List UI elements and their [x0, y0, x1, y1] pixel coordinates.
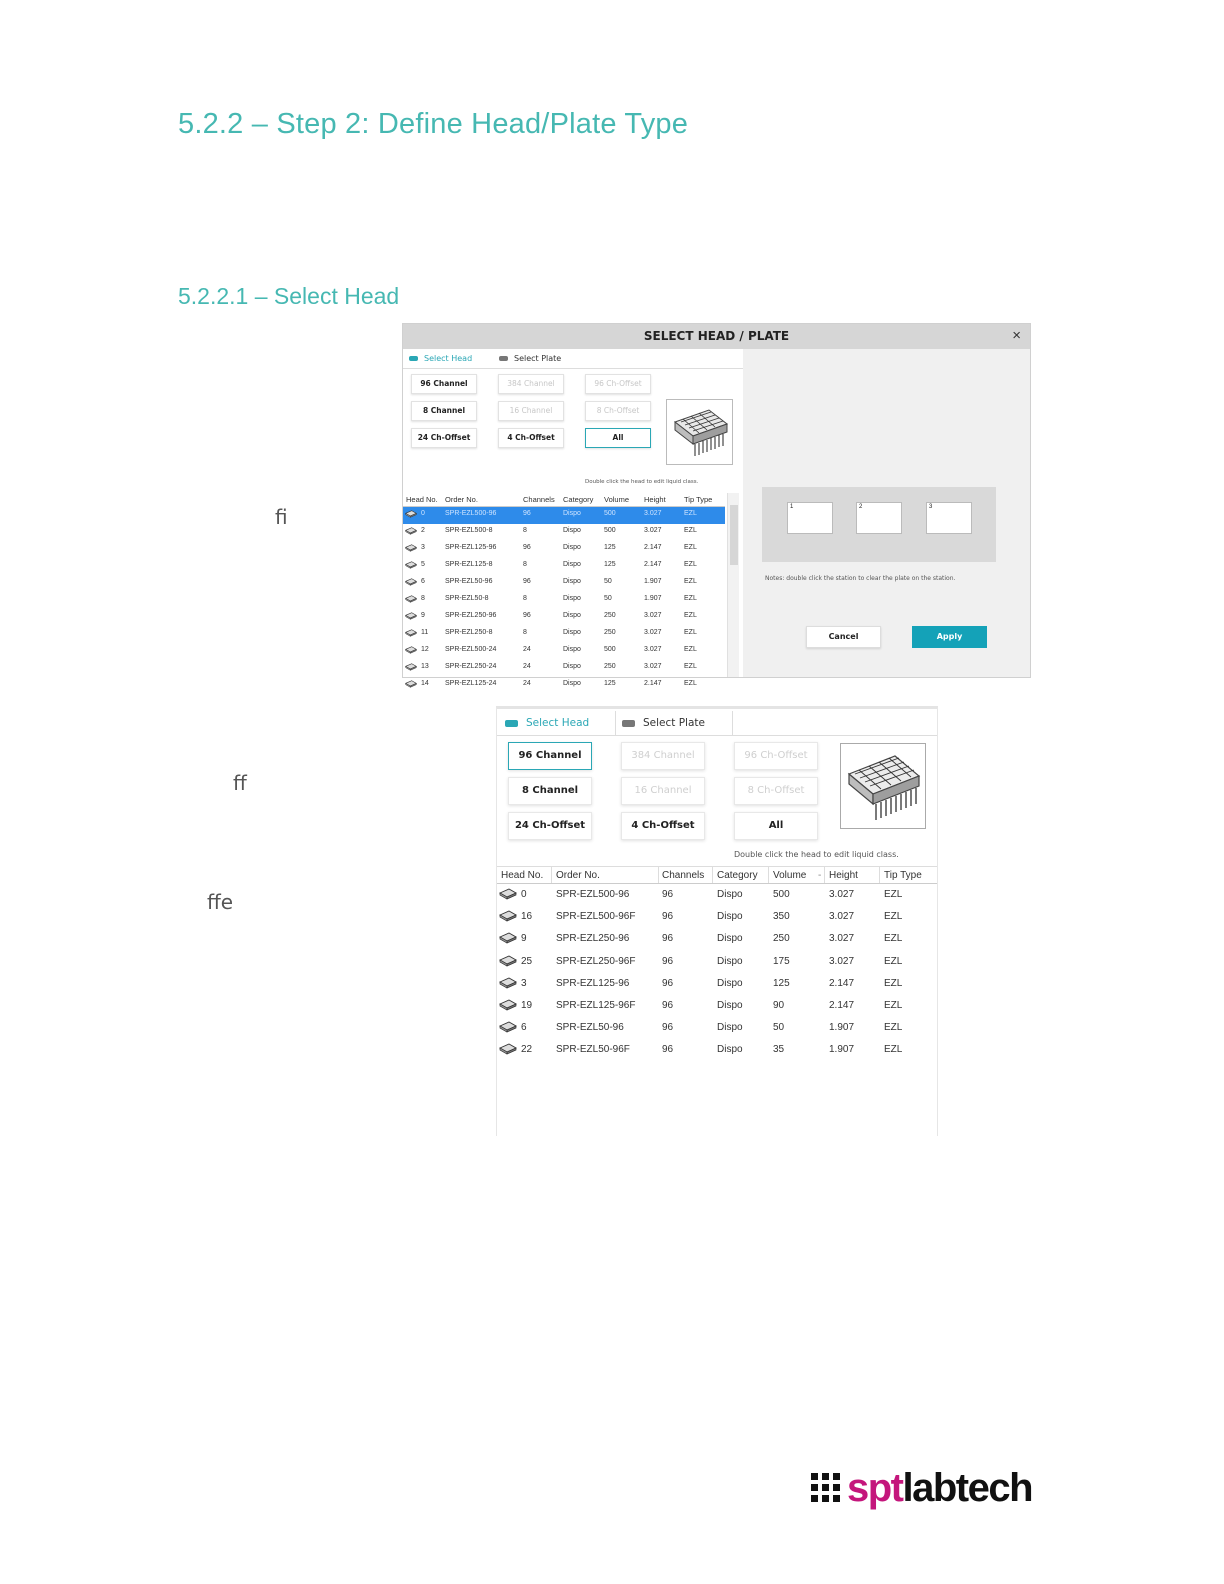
table-cell: 2.147 — [829, 977, 855, 989]
column-divider — [712, 867, 713, 883]
table-cell: SPR-EZL250-8 — [445, 629, 493, 636]
filter-96-ch-offset-button[interactable]: 96 Ch-Offset — [734, 742, 818, 770]
col-category[interactable]: Category — [563, 495, 594, 504]
table-cell: EZL — [884, 889, 903, 900]
head-table — [403, 493, 725, 694]
table-cell: 3.027 — [644, 646, 662, 653]
table-cell: 500 — [773, 889, 790, 900]
table-row[interactable] — [497, 884, 937, 906]
tab-select-plate-label: Select Plate — [643, 717, 705, 729]
table-cell: 3.027 — [644, 663, 662, 670]
station-notes: Notes: double click the station to clear the plate on the station. — [765, 575, 956, 582]
head-icon — [499, 1043, 517, 1055]
column-divider — [824, 867, 825, 883]
station-2[interactable] — [856, 502, 902, 534]
head-icon — [499, 955, 517, 967]
table-cell: 3 — [521, 977, 527, 989]
table-cell: 250 — [604, 629, 616, 636]
edit-liquid-class-hint: Double click the head to edit liquid class. — [585, 479, 699, 485]
table-cell: 500 — [604, 646, 616, 653]
column-divider — [658, 867, 659, 883]
table-cell: 3 — [421, 544, 425, 551]
table-cell: SPR-EZL250-96 — [556, 933, 630, 945]
table-cell: 16 — [521, 911, 533, 923]
station-label: 1 — [790, 504, 794, 510]
table-cell: 175 — [773, 955, 790, 967]
filter-384-channel-button[interactable]: 384 Channel — [621, 742, 705, 770]
table-cell: Dispo — [563, 544, 581, 551]
table-cell: 50 — [604, 578, 612, 585]
table-cell: SPR-EZL250-24 — [445, 663, 497, 670]
table-row[interactable] — [403, 660, 725, 677]
table-cell: Dispo — [717, 977, 743, 989]
col-category[interactable]: Category — [717, 870, 758, 881]
table-cell: 24 — [523, 663, 531, 670]
head-icon — [405, 578, 417, 586]
table-cell: 3.027 — [829, 889, 855, 900]
column-divider — [768, 867, 769, 883]
table-cell: 1.907 — [829, 1044, 855, 1056]
stray-text-1: fi — [275, 505, 288, 529]
filter-24-ch-offset-button[interactable]: 24 Ch-Offset — [411, 428, 477, 448]
logo-part-spt: spt — [847, 1466, 903, 1510]
table-cell: 19 — [521, 999, 533, 1011]
table-cell: 96 — [523, 578, 531, 585]
filter-96-ch-offset-button[interactable]: 96 Ch-Offset — [585, 374, 651, 394]
head-icon — [405, 663, 417, 671]
sort-indicator: - — [818, 870, 822, 881]
table-cell: 90 — [773, 999, 785, 1011]
table-cell: 125 — [604, 680, 616, 687]
table-cell: 96 — [523, 510, 531, 517]
table-cell: Dispo — [563, 561, 581, 568]
filter-all-button[interactable]: All — [585, 428, 651, 448]
table-cell: SPR-EZL50-96 — [556, 1022, 624, 1034]
table-cell: 125 — [604, 544, 616, 551]
table-cell: SPR-EZL250-96 — [445, 612, 497, 619]
table-header — [497, 866, 937, 884]
table-row[interactable] — [403, 626, 725, 643]
table-cell: 96 — [662, 977, 674, 989]
table-cell: 0 — [421, 510, 425, 517]
table-cell: 12 — [421, 646, 429, 653]
table-row[interactable] — [497, 995, 937, 1017]
col-head-no[interactable]: Head No. — [501, 870, 544, 881]
table-row[interactable] — [403, 592, 725, 609]
table-row[interactable] — [403, 558, 725, 575]
table-cell: 6 — [421, 578, 425, 585]
table-cell: 14 — [421, 680, 429, 687]
table-cell: 96 — [662, 999, 674, 1011]
table-cell: Dispo — [563, 646, 581, 653]
head-table — [497, 866, 937, 1062]
head-icon — [499, 910, 517, 922]
table-row[interactable] — [403, 643, 725, 660]
filter-24-ch-offset-button[interactable]: 24 Ch-Offset — [508, 812, 592, 840]
col-height[interactable]: Height — [644, 495, 666, 504]
table-cell: 3.027 — [644, 510, 662, 517]
table-cell: 25 — [521, 955, 533, 967]
tab-select-plate-label: Select Plate — [514, 354, 562, 363]
filter-96-channel-button[interactable]: 96 Channel — [411, 374, 477, 394]
filter-8-ch-offset-button[interactable]: 8 Ch-Offset — [734, 777, 818, 805]
table-cell: SPR-EZL500-96 — [556, 889, 630, 900]
column-divider — [551, 867, 552, 883]
tab-select-head-label: Select Head — [424, 354, 473, 363]
head-icon — [405, 680, 417, 688]
table-cell: Dispo — [563, 595, 581, 602]
table-cell: EZL — [884, 999, 903, 1011]
table-cell: EZL — [884, 955, 903, 967]
edit-liquid-class-hint: Double click the head to edit liquid class. — [734, 850, 899, 859]
panel-tabs — [497, 709, 937, 736]
table-cell: 2.147 — [644, 680, 662, 687]
table-row[interactable] — [403, 524, 725, 541]
table-cell: 96 — [523, 544, 531, 551]
table-cell: 5 — [421, 561, 425, 568]
table-cell: 50 — [604, 595, 612, 602]
tab-select-plate[interactable] — [615, 711, 733, 736]
col-volume[interactable]: Volume — [773, 870, 807, 881]
table-cell: Dispo — [563, 527, 581, 534]
filter-8-channel-button[interactable]: 8 Channel — [508, 777, 592, 805]
filter-4-ch-offset-button[interactable]: 4 Ch-Offset — [621, 812, 705, 840]
head-icon — [499, 932, 517, 944]
table-cell: SPR-EZL125-8 — [445, 561, 493, 568]
table-cell: Dispo — [563, 612, 581, 619]
tab-select-head[interactable] — [409, 354, 472, 363]
table-cell: EZL — [684, 578, 697, 585]
filter-96-channel-button[interactable]: 96 Channel — [508, 742, 592, 770]
table-cell: SPR-EZL125-96 — [556, 977, 630, 989]
table-cell: SPR-EZL500-24 — [445, 646, 497, 653]
dialog-left-pane — [403, 349, 743, 687]
table-cell: 24 — [523, 646, 531, 653]
dialog-tabs — [403, 349, 743, 369]
table-cell: 250 — [604, 612, 616, 619]
table-cell: EZL — [684, 544, 697, 551]
table-cell: 35 — [773, 1044, 785, 1056]
table-cell: EZL — [684, 527, 697, 534]
table-cell: 9 — [521, 933, 527, 945]
table-cell: SPR-EZL500-96F — [556, 911, 636, 923]
apply-button[interactable]: Apply — [912, 626, 987, 648]
plate-icon — [622, 720, 635, 727]
table-cell: Dispo — [563, 663, 581, 670]
table-row[interactable] — [497, 1017, 937, 1039]
column-divider — [879, 867, 880, 883]
table-cell: EZL — [884, 911, 903, 923]
table-cell: 3.027 — [829, 911, 855, 923]
tab-select-head-label: Select Head — [526, 717, 590, 729]
select-head-plate-dialog — [402, 323, 1031, 687]
table-cell: EZL — [684, 680, 697, 687]
table-cell: 9 — [421, 612, 425, 619]
table-cell: EZL — [684, 663, 697, 670]
head-icon — [499, 977, 517, 989]
table-scrollbar[interactable] — [727, 493, 739, 677]
table-cell: 125 — [773, 977, 790, 989]
table-cell: 96 — [662, 1044, 674, 1056]
table-row[interactable] — [497, 973, 937, 995]
table-cell: EZL — [884, 977, 903, 989]
station-1[interactable] — [787, 502, 833, 534]
head-icon — [405, 646, 417, 654]
col-channels[interactable]: Channels — [523, 495, 555, 504]
filter-16-channel-button[interactable]: 16 Channel — [621, 777, 705, 805]
table-row[interactable] — [497, 951, 937, 973]
table-cell: 6 — [521, 1022, 527, 1034]
table-cell: 13 — [421, 663, 429, 670]
head-icon — [405, 544, 417, 552]
table-cell: 8 — [523, 595, 527, 602]
table-cell: SPR-EZL50-96 — [445, 578, 493, 585]
logo-wordmark — [847, 1466, 1032, 1511]
table-cell: Dispo — [717, 999, 743, 1011]
table-cell: 0 — [521, 889, 527, 900]
table-cell: 8 — [523, 527, 527, 534]
table-cell: EZL — [684, 646, 697, 653]
table-cell: EZL — [884, 933, 903, 945]
table-cell: 500 — [604, 527, 616, 534]
station-label: 2 — [859, 504, 863, 510]
table-header — [403, 493, 725, 507]
table-cell: 8 — [421, 595, 425, 602]
table-cell: 3.027 — [644, 527, 662, 534]
table-cell: 11 — [421, 629, 429, 636]
table-cell: 250 — [773, 933, 790, 945]
table-cell: 350 — [773, 911, 790, 923]
table-cell: 8 — [523, 629, 527, 636]
col-height[interactable]: Height — [829, 870, 858, 881]
table-cell: SPR-EZL500-8 — [445, 527, 493, 534]
table-cell: 96 — [662, 911, 674, 923]
table-cell: 2.147 — [644, 561, 662, 568]
table-cell: 96 — [662, 955, 674, 967]
table-cell: 96 — [662, 933, 674, 945]
table-cell: 1.907 — [644, 578, 662, 585]
table-cell: EZL — [884, 1022, 903, 1034]
table-cell: 2.147 — [829, 999, 855, 1011]
table-row[interactable] — [403, 609, 725, 626]
stray-text-3: ffe — [207, 890, 234, 914]
table-cell: 125 — [604, 561, 616, 568]
head-icon — [499, 999, 517, 1011]
tab-select-plate[interactable] — [499, 354, 561, 363]
table-cell: 8 — [523, 561, 527, 568]
table-cell: 96 — [662, 1022, 674, 1034]
station-area — [762, 487, 996, 562]
table-cell: 500 — [604, 510, 616, 517]
table-cell: SPR-EZL125-96 — [445, 544, 497, 551]
table-cell: 96 — [662, 889, 674, 900]
scrollbar-thumb[interactable] — [730, 505, 738, 565]
table-cell: Dispo — [563, 629, 581, 636]
table-row[interactable] — [403, 541, 725, 558]
table-cell: 250 — [604, 663, 616, 670]
filter-16-channel-button[interactable]: 16 Channel — [498, 401, 564, 421]
col-channels[interactable]: Channels — [662, 870, 705, 881]
head-preview-image — [840, 743, 926, 829]
cancel-button[interactable]: Cancel — [806, 626, 881, 648]
head-icon — [405, 629, 417, 637]
table-cell: SPR-EZL125-24 — [445, 680, 497, 687]
table-cell: 1.907 — [829, 1022, 855, 1034]
col-order-no[interactable]: Order No. — [445, 495, 478, 504]
logo-part-labtech: labtech — [902, 1466, 1033, 1510]
table-cell: 2 — [421, 527, 425, 534]
table-cell: SPR-EZL125-96F — [556, 999, 636, 1011]
table-cell: EZL — [684, 612, 697, 619]
table-cell: Dispo — [563, 680, 581, 687]
tab-select-head[interactable] — [499, 714, 613, 736]
table-cell: Dispo — [563, 578, 581, 585]
filter-all-button[interactable]: All — [734, 812, 818, 840]
table-cell: 3.027 — [829, 933, 855, 945]
stray-text-2: ff — [233, 771, 247, 795]
select-head-panel — [496, 706, 938, 1136]
head-icon — [499, 1021, 517, 1033]
table-cell: Dispo — [717, 933, 743, 945]
head-icon — [505, 720, 518, 727]
table-cell: 2.147 — [644, 544, 662, 551]
col-order-no[interactable]: Order No. — [556, 870, 600, 881]
table-cell: 3.027 — [644, 629, 662, 636]
close-icon[interactable]: × — [1012, 327, 1021, 344]
head-icon — [405, 510, 417, 518]
table-cell: 22 — [521, 1044, 533, 1056]
dialog-title: SELECT HEAD / PLATE — [643, 329, 790, 343]
table-cell: EZL — [884, 1044, 903, 1056]
table-cell: EZL — [684, 510, 697, 517]
table-cell: Dispo — [717, 1022, 743, 1034]
col-head-no[interactable]: Head No. — [406, 495, 438, 504]
table-cell: 1.907 — [644, 595, 662, 602]
filter-4-ch-offset-button[interactable]: 4 Ch-Offset — [498, 428, 564, 448]
table-row[interactable] — [497, 906, 937, 928]
head-preview-image — [666, 399, 733, 465]
table-row[interactable] — [403, 507, 725, 524]
subsection-heading: 5.2.2.1 – Select Head — [178, 283, 400, 309]
head-icon — [405, 561, 417, 569]
filter-384-channel-button[interactable]: 384 Channel — [498, 374, 564, 394]
col-tip-type[interactable]: Tip Type — [684, 495, 713, 504]
table-row[interactable] — [403, 677, 725, 694]
table-cell: Dispo — [563, 510, 581, 517]
dialog-titlebar — [403, 324, 1030, 349]
head-icon — [499, 888, 517, 900]
head-icon — [405, 612, 417, 620]
table-cell: SPR-EZL250-96F — [556, 955, 636, 967]
head-icon — [405, 527, 417, 535]
filter-8-channel-button[interactable]: 8 Channel — [411, 401, 477, 421]
table-cell: Dispo — [717, 889, 743, 900]
table-row[interactable] — [403, 575, 725, 592]
plate-icon — [499, 356, 508, 361]
table-cell: EZL — [684, 561, 697, 568]
table-cell: 3.027 — [829, 955, 855, 967]
col-tip-type[interactable]: Tip Type — [884, 870, 922, 881]
filter-8-ch-offset-button[interactable]: 8 Ch-Offset — [585, 401, 651, 421]
section-heading: 5.2.2 – Step 2: Define Head/Plate Type — [178, 108, 689, 140]
station-3[interactable] — [926, 502, 972, 534]
table-cell: EZL — [684, 595, 697, 602]
table-cell: Dispo — [717, 955, 743, 967]
table-cell: SPR-EZL50-8 — [445, 595, 489, 602]
table-cell: Dispo — [717, 911, 743, 923]
station-label: 3 — [929, 504, 933, 510]
table-cell: SPR-EZL500-96 — [445, 510, 497, 517]
head-icon — [405, 595, 417, 603]
table-cell: 50 — [773, 1022, 785, 1034]
table-row[interactable] — [497, 1039, 937, 1061]
table-cell: 24 — [523, 680, 531, 687]
table-cell: EZL — [684, 629, 697, 636]
table-cell: SPR-EZL50-96F — [556, 1044, 630, 1056]
head-icon — [409, 356, 418, 361]
table-cell: 96 — [523, 612, 531, 619]
col-volume[interactable]: Volume — [604, 495, 630, 504]
table-cell: Dispo — [717, 1044, 743, 1056]
logo-grid-icon — [811, 1473, 841, 1503]
table-row[interactable] — [497, 928, 937, 950]
table-cell: 3.027 — [644, 612, 662, 619]
